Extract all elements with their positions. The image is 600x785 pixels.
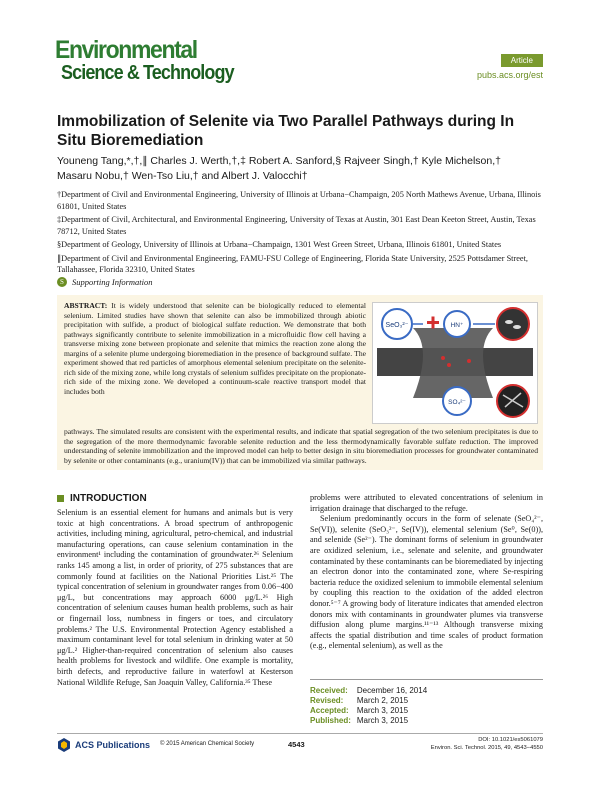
body-paragraph: Selenium predominantly occurs in the form of selenate (SeO₄²⁻, Se(VI)), selenite (SeO₃²⁻, Se(IV)), elemental selenium (Se⁰, Se(0)), and selenide (Se²⁻). The dominant forms of selenium in groundwater are oxidized selenium, i.e., selenate and selenite, and groundwater contaminated by these contaminants can be bioremediated by injecting an electron donor into the contaminated zone, where Se-respiring bacteria reduce the oxidized selenium to immobile elemental selenium by coupling this reaction to the oxidation of the added electron donor.⁵⁻⁷ A growing body of literature indicates that amended electron donors mix with contaminants in groundwater plumes via transverse diffusion along plume margins.¹¹⁻¹³ Although transverse mixing affects the spatial distribution and time scales of product formation (e.g., elemental selenium), as well as the (310, 514, 543, 651)
logo-bottom-text: Science & Technology (61, 62, 234, 84)
date-row (310, 696, 433, 706)
abstract-text-1: It is widely understood that selenite can be biologically reduced to elemental selenium. Limited studies have shown that selenite can also be immobilized through abiotic precipitation with sulfide, a product of biological sulfate reduction. We demonstrate that both pathways significantly contribute to selenite immobilization in a microfluidic flow cell having a transverse mixing zone between propionate and selenite that mimics the reaction zone along the margins of a selenite plume undergoing bioremediation in the presence of background sulfate. The experiment showed that red particles of amorphous elemental selenium precipitate on the selenite-rich side of the mixing zone, while long crystals of selenium sulfides precipitate on the propionate-rich side of the mixing zone. We developed a continuum-scale reactive transport model that includes both (64, 301, 367, 396)
logo-top-text: Environmental (55, 36, 197, 64)
date-label: Published: (310, 716, 351, 725)
section-heading-text: INTRODUCTION (70, 493, 147, 504)
microbe-cell (505, 320, 513, 324)
journal-url-link[interactable]: pubs.acs.org/est (476, 70, 543, 80)
toc-graphic (372, 302, 538, 424)
authors-line-1: Youneng Tang,*,†,∥ Charles J. Werth,†,‡ Robert A. Sanford,§ Rajveer Singh,† Kyle Michelson,† (57, 155, 501, 167)
date-row (310, 716, 433, 726)
body-paragraph: Selenium is an essential element for humans and animals but is very toxic at high concentrations. A broad spectrum of anthropogenic activities, including mining, agricultural, petro-chemical, and industrial manufacturing operations, can cause selenium contamination in the environment¹ including the contamination of groundwater.²⁶ Selenium ranks 145 among a list, in order of priority, of 275 substances that are commonly found at facilities on the National Priorities List.²⁵ The typical concentration of selenium in groundwater ranges from 0.06−400 μg/L, but concentrations may approach 6000 μg/L.²⁶ High concentration of selenium causes human health problems, such as hair or fingernail loss, numbness in fingers or toes, and circulatory problems.² The U.S. Environmental Protection Agency established a maximum contaminant level for total selenium in drinking water at 50 μg/L.² Higher-than-required concentration of selenium also causes health problems for livestock and wildlife. One example is mortality, birth defects, and reproductive failure in waterfowl at Kesterson National Wildlife Refuge, San Joaquin Valley, California.³⁵ These (57, 508, 293, 687)
citation-text: Environ. Sci. Technol. 2015, 49, 4543−4550 (430, 744, 543, 751)
abstract-text-2: pathways. The simulated results are consistent with the experimental results, and indicate that spatial segregation of the two selenium precipitates is due to the segregation of the more thermodynamic favorable selenite reduction and the less thermodynamically favorable sulfate reduction. The improved understanding of selenite immobilization and the improved model can help to better design in situ bioremediation processes for groundwater contaminated by selenite or other contaminants (e.g., uranium(IV)) that can be immobilized via similar pathways. (64, 427, 538, 465)
footer-divider (57, 733, 543, 734)
affiliation: §Department of Geology, University of Illinois at Urbana−Champaign, 1301 West Green Street, Urbana, Illinois 61801, United States (57, 240, 502, 249)
abstract-label: ABSTRACT: (64, 301, 108, 310)
authors-line-2: Masaru Nobu,† Wen-Tso Liu,† and Albert J. Valocchi† (57, 170, 308, 182)
date-value: March 3, 2015 (356, 716, 409, 725)
journal-logo (55, 36, 234, 88)
plus-v (432, 317, 435, 329)
date-label: Accepted: (310, 706, 349, 715)
supporting-information-link[interactable] (57, 277, 153, 287)
selenite-label: SeO₃²⁻ (385, 322, 409, 329)
date-value: December 16, 2014 (356, 686, 428, 695)
date-value: March 2, 2015 (356, 696, 409, 705)
affiliation: ∥Department of Civil and Environmental Engineering, FAMU-FSU College of Engineering, Florida State University, 2525 Pottsdamer Street, Tallahassee, Florida 32310, United States (57, 253, 528, 274)
doi-citation (431, 737, 543, 752)
article-type-badge: Article (501, 54, 543, 67)
supporting-information-label: Supporting Information (72, 277, 153, 287)
red-particle (441, 356, 445, 360)
section-heading-introduction (57, 493, 147, 504)
affiliation: ‡Department of Civil, Architectural, and Environmental Engineering, University of Texas at Austin, 301 East Dean Keeton Street, Austin, Texas 78712, United States (57, 215, 536, 236)
red-particle (467, 359, 471, 363)
author-list (57, 154, 543, 184)
acs-hexagon-icon (57, 738, 71, 752)
affiliation: †Department of Civil and Environmental Engineering, University of Illinois at Urbana−Champaign, 205 North Mathews Avenue, Urbana, Illinois 61801, United States (57, 190, 541, 211)
abstract-part-1 (64, 301, 366, 396)
affiliations (57, 189, 543, 278)
plus-circle-icon: S (57, 277, 67, 287)
section-square-icon (57, 495, 64, 502)
page-number: 4543 (288, 740, 305, 749)
body-column-left (57, 508, 293, 688)
microbe-cell (513, 325, 521, 329)
publication-dates (310, 686, 433, 726)
acs-publications-label: ACS Publications (75, 740, 151, 750)
date-value: March 3, 2015 (356, 706, 409, 715)
dates-divider (310, 679, 543, 680)
date-label: Received: (310, 686, 348, 695)
red-particle (447, 363, 451, 367)
body-column-right (310, 493, 543, 652)
paper-title: Immobilization of Selenite via Two Parallel Pathways during In Situ Bioremediation (57, 113, 515, 149)
donor-label: HN⁺ (450, 322, 464, 329)
copyright-notice: © 2015 American Chemical Society (160, 741, 255, 747)
date-row (310, 706, 433, 716)
acs-publications-logo[interactable] (57, 738, 150, 752)
body-paragraph: problems were attributed to elevated concentrations of selenium in irrigation drainage that discharged to the refuge. (310, 493, 543, 513)
date-row (310, 686, 433, 696)
doi-link[interactable]: DOI: 10.1021/es5061079 (478, 737, 543, 743)
microbe-circle (497, 308, 529, 340)
sulfate-label: SO₄²⁻ (448, 399, 466, 406)
date-label: Revised: (310, 696, 344, 705)
